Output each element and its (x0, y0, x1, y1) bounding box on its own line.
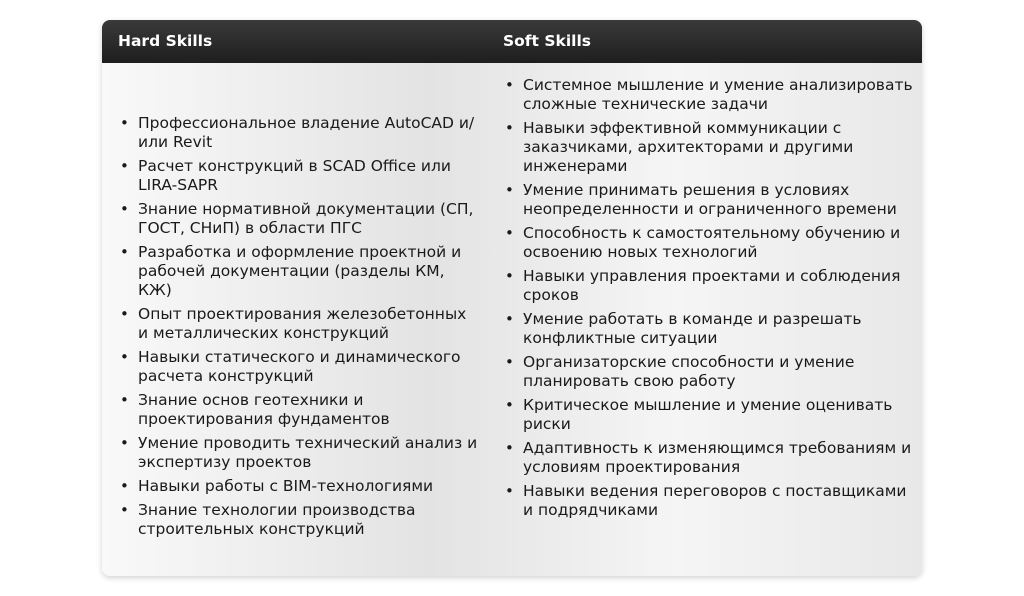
bullet-icon: • (120, 114, 129, 132)
list-item (118, 157, 478, 195)
bullet-icon: • (120, 243, 129, 261)
soft-skill-text: Умение принимать решения в условиях неопределенности и ограниченного времени (523, 181, 897, 218)
hard-skill-text: Навыки работы с BIM-технологиями (138, 477, 434, 495)
table-header (102, 20, 922, 63)
bullet-icon: • (505, 310, 514, 328)
list-item (503, 181, 913, 219)
soft-skill-text: Системное мышление и умение анализировать сложные технические задачи (523, 76, 913, 113)
bullet-icon: • (505, 439, 514, 457)
list-item (503, 76, 913, 114)
bullet-icon: • (505, 119, 514, 137)
bullet-icon: • (120, 434, 129, 452)
bullet-icon: • (120, 477, 129, 495)
list-item (503, 310, 913, 348)
list-item (503, 439, 913, 477)
hard-skill-text: Знание нормативной документации (СП, ГОСТ, СНиП) в области ПГС (138, 200, 474, 237)
header-soft-skills: Soft Skills (503, 32, 591, 50)
list-item (118, 200, 478, 238)
soft-skill-text: Организаторские способности и умение планировать свою работу (523, 353, 855, 390)
list-item (118, 348, 478, 386)
list-item (118, 243, 478, 300)
header-hard-skills: Hard Skills (118, 32, 213, 50)
bullet-icon: • (120, 200, 129, 218)
list-item (503, 353, 913, 391)
hard-skill-text: Знание основ геотехники и проектирования фундаментов (138, 391, 390, 428)
hard-skills-list (118, 114, 478, 544)
soft-skills-list (503, 76, 913, 525)
soft-skill-text: Навыки управления проектами и соблюдения сроков (523, 267, 901, 304)
list-item (118, 305, 478, 343)
bullet-icon: • (120, 391, 129, 409)
list-item (503, 482, 913, 520)
list-item (503, 224, 913, 262)
bullet-icon: • (505, 267, 514, 285)
list-item (118, 501, 478, 539)
list-item (503, 396, 913, 434)
bullet-icon: • (505, 482, 514, 500)
list-item (503, 267, 913, 305)
soft-skill-text: Адаптивность к изменяющимся требованиям и условиям проектирования (523, 439, 912, 476)
bullet-icon: • (505, 396, 514, 414)
list-item (118, 434, 478, 472)
hard-skill-text: Опыт проектирования железобетонных и металлических конструкций (138, 305, 467, 342)
bullet-icon: • (505, 353, 514, 371)
hard-skill-text: Расчет конструкций в SCAD Office или LIRA-SAPR (138, 157, 451, 194)
bullet-icon: • (505, 76, 514, 94)
list-item (118, 477, 478, 496)
soft-skill-text: Умение работать в команде и разрешать конфликтные ситуации (523, 310, 862, 347)
bullet-icon: • (120, 348, 129, 366)
hard-skill-text: Профессиональное владение AutoCAD и/или Revit (138, 114, 475, 151)
hard-skill-text: Умение проводить технический анализ и экспертизу проектов (138, 434, 478, 471)
bullet-icon: • (120, 501, 129, 519)
list-item (503, 119, 913, 176)
soft-skill-text: Способность к самостоятельному обучению и освоению новых технологий (523, 224, 901, 261)
soft-skill-text: Навыки эффективной коммуникации с заказчиками, архитекторами и другими инженерами (523, 119, 854, 175)
bullet-icon: • (120, 305, 129, 323)
list-item (118, 114, 478, 152)
skills-table (102, 20, 922, 576)
hard-skill-text: Знание технологии производства строительных конструкций (138, 501, 416, 538)
hard-skill-text: Разработка и оформление проектной и рабочей документации (разделы КМ, КЖ) (138, 243, 462, 299)
bullet-icon: • (505, 224, 514, 242)
bullet-icon: • (120, 157, 129, 175)
bullet-icon: • (505, 181, 514, 199)
soft-skill-text: Навыки ведения переговоров с поставщиками и подрядчиками (523, 482, 907, 519)
soft-skill-text: Критическое мышление и умение оценивать риски (523, 396, 893, 433)
list-item (118, 391, 478, 429)
hard-skill-text: Навыки статического и динамического расчета конструкций (138, 348, 461, 385)
